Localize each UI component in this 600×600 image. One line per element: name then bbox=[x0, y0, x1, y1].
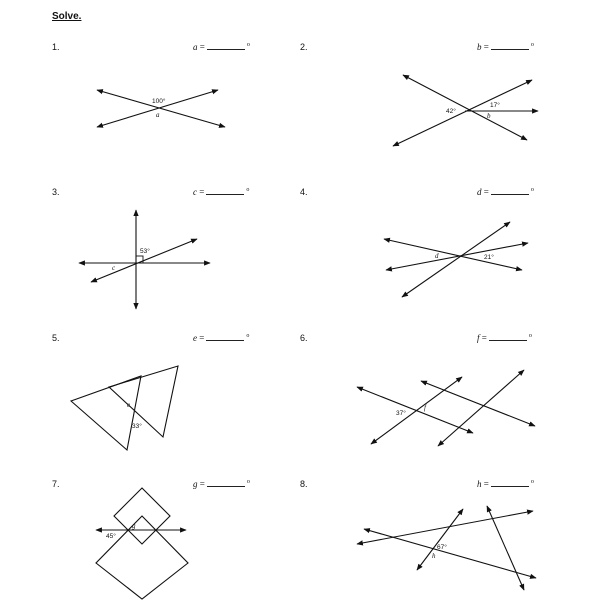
angle-label: 100° bbox=[152, 98, 166, 105]
answer-variable: b bbox=[477, 42, 482, 52]
angle-label: 33° bbox=[132, 423, 142, 430]
degree-mark: o bbox=[246, 187, 250, 193]
angle-variable: h bbox=[432, 552, 436, 560]
line bbox=[386, 243, 528, 270]
square bbox=[96, 516, 188, 599]
angle-label: 37° bbox=[396, 410, 406, 417]
degree-mark: o bbox=[530, 187, 534, 193]
answer-variable: h bbox=[477, 479, 482, 489]
line bbox=[357, 387, 473, 433]
line bbox=[371, 377, 462, 444]
problem-4-figure bbox=[384, 222, 528, 297]
problem-2-figure bbox=[393, 75, 538, 146]
answer-variable: d bbox=[477, 187, 482, 197]
line bbox=[91, 239, 197, 282]
problem-7-figure bbox=[96, 488, 188, 599]
equals-sign: = bbox=[199, 187, 205, 197]
triangle bbox=[109, 366, 178, 437]
answer-variable: f bbox=[477, 333, 480, 343]
angle-label: 53° bbox=[140, 248, 150, 255]
answer-variable: c bbox=[193, 187, 197, 197]
equals-sign: = bbox=[483, 479, 489, 489]
angle-variable: b bbox=[487, 112, 491, 120]
line bbox=[393, 80, 532, 146]
line bbox=[364, 529, 536, 578]
angle-label: 67° bbox=[437, 544, 447, 551]
line bbox=[403, 75, 527, 140]
angle-variable: e bbox=[127, 401, 131, 409]
problem-8-figure bbox=[357, 506, 536, 590]
problem-2-number: 2. bbox=[300, 42, 308, 52]
degree-mark: o bbox=[246, 42, 250, 48]
problem-5-number: 5. bbox=[52, 333, 60, 343]
equals-sign: = bbox=[483, 187, 489, 197]
angle-variable: f bbox=[424, 404, 426, 412]
problem-5-figure bbox=[71, 366, 178, 450]
equals-sign: = bbox=[481, 333, 487, 343]
angle-variable: c bbox=[112, 264, 116, 272]
problem-4-number: 4. bbox=[300, 187, 308, 197]
worksheet-heading: Solve. bbox=[52, 11, 82, 22]
line bbox=[417, 509, 463, 570]
degree-mark: o bbox=[246, 333, 250, 339]
triangle bbox=[71, 376, 141, 450]
problem-6-figure bbox=[357, 370, 535, 446]
line bbox=[384, 239, 522, 270]
equals-sign: = bbox=[199, 333, 205, 343]
angle-label: 21° bbox=[484, 254, 494, 261]
problem-7-number: 7. bbox=[52, 479, 60, 489]
line bbox=[357, 511, 533, 544]
problem-1-number: 1. bbox=[52, 42, 60, 52]
problem-1-figure bbox=[97, 90, 225, 127]
equals-sign: = bbox=[199, 479, 205, 489]
problem-8-number: 8. bbox=[300, 479, 308, 489]
answer-variable: e bbox=[193, 333, 197, 343]
angle-variable: a bbox=[156, 111, 160, 119]
problem-3-number: 3. bbox=[52, 187, 60, 197]
answer-variable: g bbox=[193, 479, 198, 489]
answer-variable: a bbox=[193, 42, 198, 52]
angle-variable: d bbox=[435, 252, 439, 260]
angle-variable: g bbox=[132, 522, 136, 530]
angle-label: 42° bbox=[446, 108, 456, 115]
degree-mark: o bbox=[246, 479, 250, 485]
angle-label: 45° bbox=[106, 533, 116, 540]
degree-mark: o bbox=[530, 42, 534, 48]
degree-mark: o bbox=[528, 333, 532, 339]
line bbox=[487, 506, 524, 590]
degree-mark: o bbox=[530, 479, 534, 485]
problem-3-figure bbox=[79, 210, 210, 309]
problem-6-number: 6. bbox=[300, 333, 308, 343]
equals-sign: = bbox=[199, 42, 205, 52]
angle-label: 17° bbox=[490, 102, 500, 109]
line bbox=[438, 370, 524, 446]
equals-sign: = bbox=[483, 42, 489, 52]
